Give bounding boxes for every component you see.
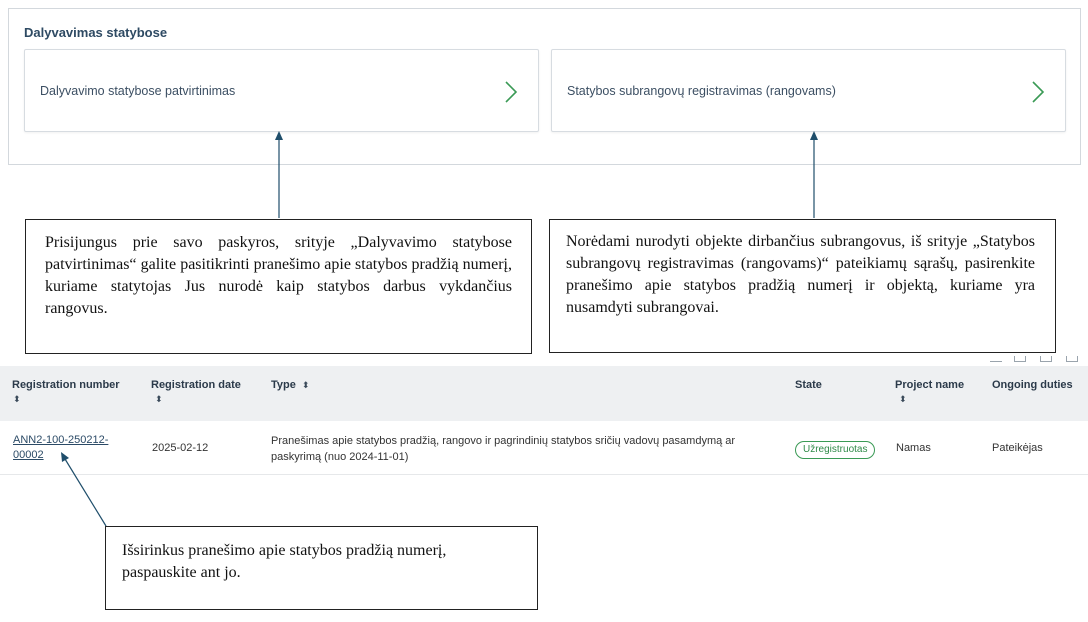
header-label: State [795,379,822,391]
col-type[interactable] [271,379,309,391]
status-badge: Užregistruotas [795,441,875,459]
sort-icon[interactable]: ⬍ [155,394,163,404]
sort-icon[interactable]: ⬍ [13,394,21,404]
callout-subcontractor-hint: Norėdami nurodyti objekte dirbančius subrangovus, iš srityje „Statybos subrangovų registravimas (rangovams)“ pateikiamų sąrašų, pasirenkite pranešimo apie statybos pradžią numerį ir objektą, kuriame yra nusamdyti subrangovai. [549,219,1056,353]
type-cell [271,433,735,465]
toolbar-icon [1066,356,1078,362]
sort-icon[interactable]: ⬍ [899,394,907,404]
col-registration-date[interactable] [151,379,241,404]
card-subcontractor-registration[interactable] [551,49,1066,132]
col-state [795,379,822,391]
header-label: Registration number [12,379,120,391]
table-header [0,366,1088,421]
panel-title: Dalyvavimas statybose [24,25,168,40]
col-ongoing-duties [992,379,1073,391]
sort-icon[interactable]: ⬍ [301,380,310,390]
card-label: Statybos subrangovų registravimas (rangovams) [567,84,836,98]
ongoing-duties-cell: Pateikėjas [992,442,1043,454]
chevron-right-icon [1031,80,1045,104]
header-label: Ongoing duties [992,379,1073,391]
toolbar-icon [990,356,1002,362]
callout-participation-hint: Prisijungus prie savo paskyros, srityje „Dalyvavimo statybose patvirtinimas“ galite pasitikrinti pranešimo apie statybos pradžią numerį, kuriame statytojas Jus nurodė kaip statybos darbus vykdančius rangovus. [25,219,532,354]
header-label: Registration date [151,379,241,391]
participation-panel [8,8,1081,165]
header-label: Project name [895,379,965,391]
type-line: Pranešimas apie statybos pradžią, rangovo ir pagrindinių statybos sričių vadovų pasamdymą ar [271,435,736,447]
registration-date-cell: 2025-02-12 [152,442,209,454]
toolbar-icon [1040,356,1052,362]
registration-number-link[interactable] [13,433,108,463]
col-project-name[interactable] [895,379,965,404]
project-name-cell: Namas [896,442,931,454]
type-line: paskyrimą (nuo 2024-11-01) [271,451,409,463]
callout-click-hint: Išsirinkus pranešimo apie statybos pradžią numerį, paspauskite ant jo. [105,526,538,610]
col-registration-number[interactable] [12,379,120,404]
card-participation-confirmation[interactable] [24,49,539,132]
toolbar-icon [1014,356,1026,362]
registrations-table [0,366,1088,475]
card-label: Dalyvavimo statybose patvirtinimas [40,84,236,98]
chevron-right-icon [504,80,518,104]
link-line: 00002 [13,449,44,461]
table-row[interactable] [0,421,1088,475]
link-line: ANN2-100-250212- [13,434,109,446]
header-label: Type [271,379,296,391]
